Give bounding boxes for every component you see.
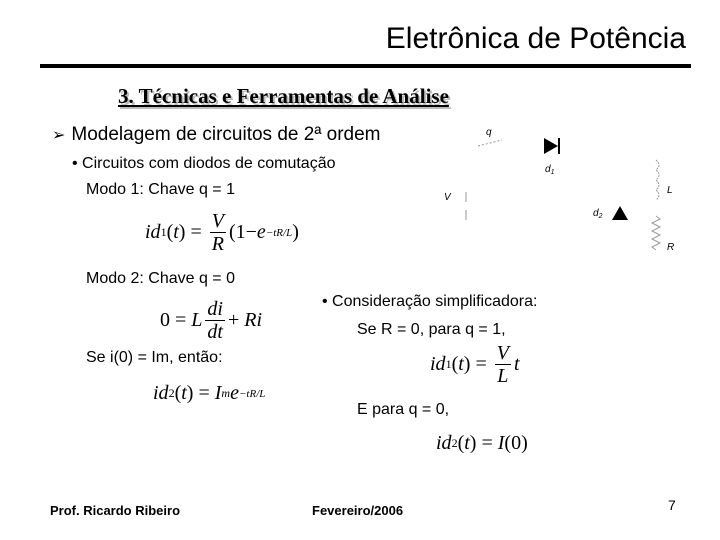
equation-r0: id 1 ( t ) = $\frac{V}{L}$ t	[430, 342, 520, 387]
sub-bullet	[72, 155, 336, 173]
diode-d1-icon	[544, 138, 558, 154]
resistor-r-label: R	[667, 242, 675, 253]
case-q0-label: E para q = 0,	[357, 401, 450, 418]
diode-d2-icon	[612, 206, 628, 220]
dot-bullet-icon: •	[72, 155, 83, 172]
section-title: 3. Técnicas e Ferramentas de Análise	[118, 84, 449, 108]
simplified-bullet-text: Consideração simplificadora:	[332, 293, 538, 310]
mode1-label: Modo 1: Chave q = 1	[86, 181, 235, 198]
diode-d1-label: $d_1$	[545, 164, 555, 176]
mode2-label: Modo 2: Chave q = 0	[86, 270, 235, 287]
footer-date: Fevereiro/2006	[312, 503, 404, 518]
simplified-bullet	[322, 293, 537, 311]
equation-mode2: 0 = L $\frac{di}{dt}$ + Ri	[160, 298, 263, 343]
source-v-label: V	[444, 192, 451, 203]
arrow-bullet-icon: ➢	[52, 127, 66, 144]
switch-q-label: q	[486, 127, 492, 138]
title-divider	[40, 64, 691, 68]
initial-condition-label: Se i(0) = Im, então:	[86, 349, 223, 366]
sub-bullet-text: Circuitos com diodos de comutação	[82, 155, 336, 172]
dot-bullet-icon: •	[322, 293, 333, 310]
switch-q-line	[478, 140, 502, 146]
circuit-diagram	[440, 120, 700, 270]
equation-mode1: id 1 ( t ) = $\frac{V}{R}$ (1− e −tR/L )	[145, 210, 299, 255]
inductor-l-icon	[656, 160, 659, 200]
case-r0-label: Se R = 0, para q = 1,	[357, 321, 506, 338]
diode-d2-label: $d_2$	[593, 208, 603, 220]
equation-decay: id 2 ( t ) = I m e −tR/L	[153, 382, 266, 404]
equation-q0: id 2 ( t ) = I (0)	[436, 432, 528, 454]
footer-author: Prof. Ricardo Ribeiro	[50, 503, 181, 518]
inductor-l-label: L	[667, 185, 673, 196]
slide-title: Eletrônica de Potência	[385, 22, 686, 55]
main-bullet-text: Modelagem de circuitos de 2ª ordem	[71, 124, 381, 145]
resistor-r-icon	[652, 216, 660, 250]
page-number: 7	[668, 497, 676, 513]
main-bullet	[52, 124, 380, 146]
